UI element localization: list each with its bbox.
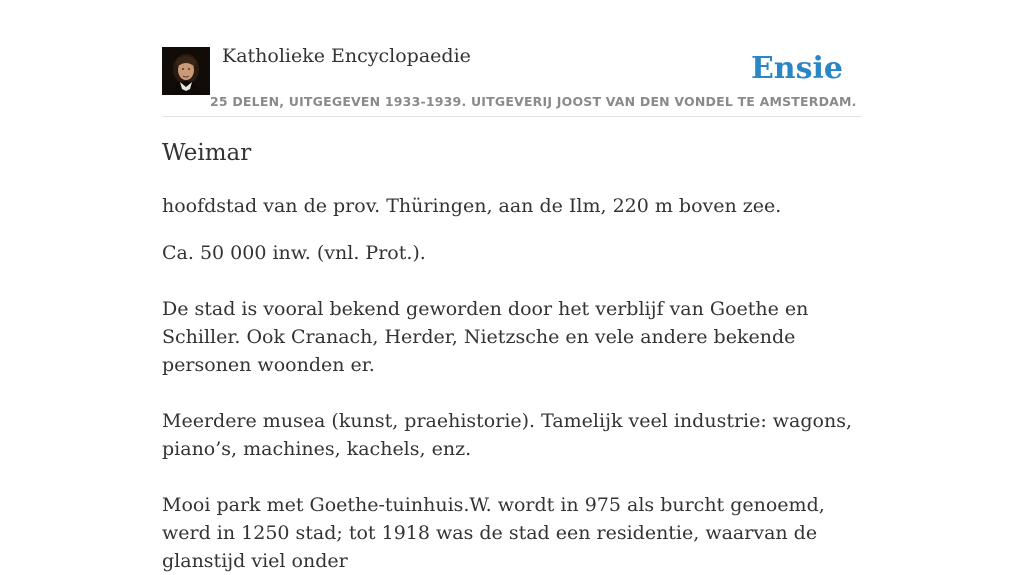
article-paragraph: Mooi park met Goethe-tuinhuis.W. wordt in 975 als burcht genoemd, werd in 1250 stad; tot 1918 was de stad een residentie, waarvan de glanstijd viel onder [162,494,825,572]
article-paragraph: De stad is vooral bekend geworden door het verblijf van Goethe en Schiller. Ook Cranach, Herder, Nietzsche en vele andere bekende personen woonden er. [162,298,809,376]
publication-header [162,0,862,117]
article-paragraph: hoofdstad van de prov. Thüringen, aan de Ilm, 220 m boven zee. [162,195,782,217]
publication-title[interactable]: Katholieke Encyclopaedie [222,45,471,67]
content-column [162,0,862,572]
publication-meta: 25 DELEN, UITGEGEVEN 1933-1939. UITGEVERIJ JOOST VAN DEN VONDEL TE AMSTERDAM. [210,94,857,109]
article-paragraph: Ca. 50 000 inw. (vnl. Prot.). [162,242,426,264]
ensie-logo-link[interactable]: Ensie [750,51,843,86]
article-title: Weimar [162,140,252,166]
article-body [162,192,862,575]
publication-avatar[interactable] [162,47,210,95]
article-paragraph: Meerdere musea (kunst, praehistorie). Tamelijk veel industrie: wagons, piano’s, machines, kachels, enz. [162,410,853,460]
portrait-avatar-icon [162,47,210,95]
